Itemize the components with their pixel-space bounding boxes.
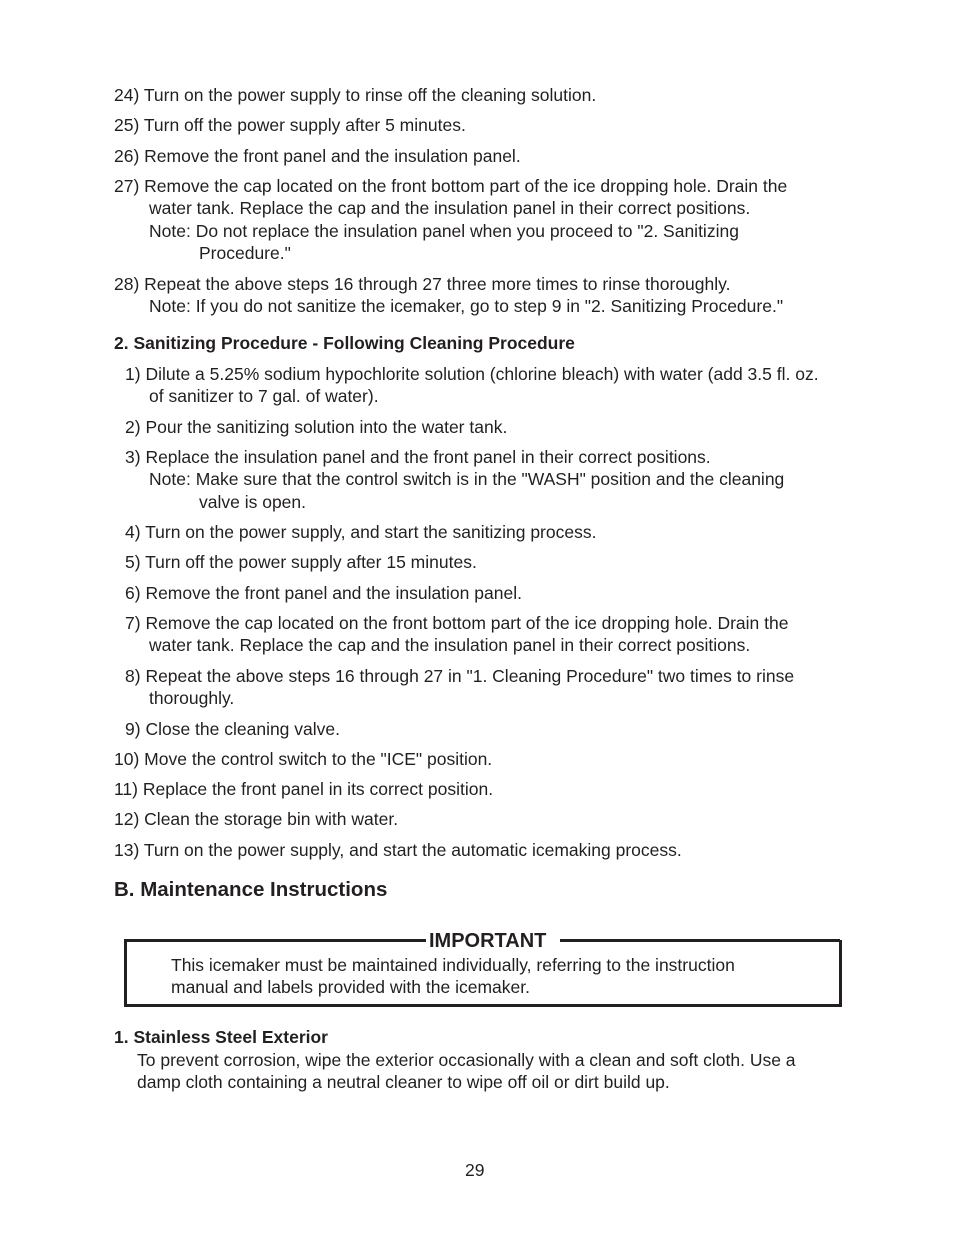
- step-number: 3): [125, 447, 141, 467]
- step-number: 10): [114, 749, 140, 769]
- sanitize-step-8: [125, 665, 794, 688]
- step-number: 24): [114, 85, 140, 105]
- step-text: Remove the front panel and the insulation panel.: [144, 146, 521, 166]
- step-26: [114, 145, 521, 168]
- step-number: 27): [114, 176, 140, 196]
- step-text: Turn on the power supply, and start the sanitizing process.: [145, 522, 597, 542]
- sanitize-step-5: [125, 551, 477, 574]
- sanitize-step-3-note-cont: valve is open.: [199, 492, 307, 512]
- step-text: Replace the front panel in its correct position.: [142, 779, 494, 799]
- step-27-note: Note: Do not replace the insulation panel when you proceed to "2. Sanitizing: [149, 221, 739, 241]
- step-number: 2): [125, 417, 141, 437]
- important-title: IMPORTANT: [429, 930, 547, 952]
- sanitize-step-10: [114, 748, 492, 771]
- step-number: 1): [125, 364, 141, 384]
- stainless-steel-text-line2: damp cloth containing a neutral cleaner to wipe off oil or dirt build up.: [137, 1072, 670, 1092]
- step-text: Remove the front panel and the insulation panel.: [145, 583, 522, 603]
- sanitize-step-7: [125, 612, 788, 635]
- sanitize-step-1-line2: of sanitizer to 7 gal. of water).: [149, 386, 379, 406]
- step-text: Clean the storage bin with water.: [144, 809, 399, 829]
- sanitize-step-9: [125, 718, 340, 741]
- sanitize-step-3-note: Note: Make sure that the control switch is in the "WASH" position and the cleaning: [149, 469, 785, 489]
- step-number: 8): [125, 666, 141, 686]
- sanitize-step-2: [125, 416, 507, 439]
- step-text: Repeat the above steps 16 through 27 three more times to rinse thoroughly.: [144, 274, 731, 294]
- step-28: [114, 273, 730, 296]
- step-number: 5): [125, 552, 141, 572]
- step-28-note: Note: If you do not sanitize the icemaker, go to step 9 in "2. Sanitizing Procedure.": [149, 296, 784, 316]
- step-number: 26): [114, 146, 140, 166]
- step-number: 13): [114, 840, 140, 860]
- step-27-note-cont: Procedure.": [199, 243, 291, 263]
- sanitize-step-7-line2: water tank. Replace the cap and the insulation panel in their correct positions.: [149, 635, 751, 655]
- page-number: 29: [465, 1160, 485, 1180]
- step-number: 4): [125, 522, 141, 542]
- step-25: [114, 114, 466, 137]
- step-27: [114, 175, 787, 198]
- sanitize-step-12: [114, 808, 398, 831]
- sanitizing-heading: 2. Sanitizing Procedure - Following Cleaning Procedure: [114, 333, 575, 353]
- sanitize-step-11: [114, 778, 493, 801]
- important-text-line1: This icemaker must be maintained individually, referring to the instruction: [171, 955, 735, 975]
- sanitize-step-3: [125, 446, 711, 469]
- sanitize-step-1: [125, 363, 819, 386]
- important-box-rule-right: [560, 939, 840, 942]
- important-box-rule-left: [124, 939, 426, 942]
- step-text: Turn on the power supply, and start the automatic icemaking process.: [143, 840, 682, 860]
- sanitize-step-13: [114, 839, 682, 862]
- sanitize-step-6: [125, 582, 522, 605]
- important-text-line2: manual and labels provided with the icemaker.: [171, 977, 530, 997]
- step-27-line2: water tank. Replace the cap and the insulation panel in their correct positions.: [149, 198, 751, 218]
- step-text: Move the control switch to the "ICE" position.: [144, 749, 493, 769]
- step-text: Turn off the power supply after 5 minutes.: [143, 115, 466, 135]
- step-number: 28): [114, 274, 140, 294]
- step-text: Close the cleaning valve.: [145, 719, 340, 739]
- sanitize-step-8-line2: thoroughly.: [149, 688, 235, 708]
- step-text: Repeat the above steps 16 through 27 in "1. Cleaning Procedure" two times to rinse: [145, 666, 795, 686]
- step-text: Turn on the power supply to rinse off the cleaning solution.: [143, 85, 597, 105]
- step-number: 11): [114, 779, 138, 799]
- step-number: 25): [114, 115, 140, 135]
- stainless-steel-heading: 1. Stainless Steel Exterior: [114, 1027, 328, 1047]
- step-number: 9): [125, 719, 141, 739]
- step-text: Remove the cap located on the front bottom part of the ice dropping hole. Drain the: [144, 176, 788, 196]
- step-24: [114, 84, 596, 107]
- step-number: 6): [125, 583, 141, 603]
- step-text: Remove the cap located on the front bottom part of the ice dropping hole. Drain the: [145, 613, 789, 633]
- maintenance-heading: B. Maintenance Instructions: [114, 878, 388, 901]
- step-text: Replace the insulation panel and the front panel in their correct positions.: [145, 447, 711, 467]
- step-number: 12): [114, 809, 140, 829]
- step-text: Dilute a 5.25% sodium hypochlorite solution (chlorine bleach) with water (add 3.5 fl. oz.: [145, 364, 819, 384]
- step-number: 7): [125, 613, 141, 633]
- step-text: Turn off the power supply after 15 minutes.: [145, 552, 477, 572]
- step-text: Pour the sanitizing solution into the water tank.: [145, 417, 508, 437]
- sanitize-step-4: [125, 521, 596, 544]
- stainless-steel-text-line1: To prevent corrosion, wipe the exterior occasionally with a clean and soft cloth. Use a: [137, 1050, 796, 1070]
